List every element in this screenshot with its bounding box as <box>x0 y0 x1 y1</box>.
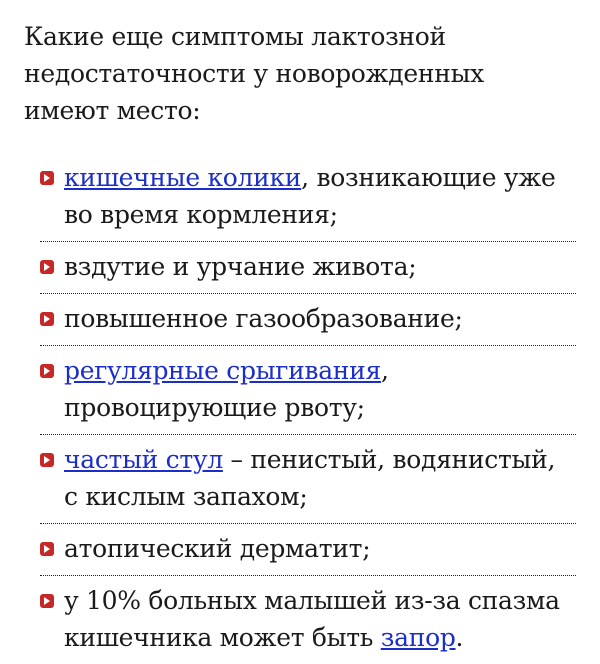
link-regular-regurgitation[interactable]: регулярные срыгивания <box>64 356 382 385</box>
arrow-bullet-icon <box>40 542 54 556</box>
arrow-bullet-icon <box>40 594 54 608</box>
arrow-bullet-icon <box>40 364 54 378</box>
symptoms-list <box>24 159 576 664</box>
list-item-text: , провоцирующие рвоту; <box>64 356 389 422</box>
link-intestinal-colic[interactable]: кишечные колики <box>64 163 302 192</box>
list-item <box>40 576 576 664</box>
intro-paragraph: Какие еще симптомы лактозной недостаточности у новорожденных имеют место: <box>24 22 484 125</box>
arrow-bullet-icon <box>40 171 54 185</box>
list-item-text: – пенистый, водянистый, с кислым запахом; <box>64 445 556 511</box>
list-item <box>40 346 576 435</box>
arrow-bullet-icon <box>40 260 54 274</box>
list-item-text: , возникающие уже во время кормления; <box>64 163 556 229</box>
list-item <box>40 435 576 524</box>
arrow-bullet-icon <box>40 312 54 326</box>
list-item-text: вздутие и урчание живота; <box>64 252 417 281</box>
arrow-bullet-icon <box>40 453 54 467</box>
list-item-text: атопический дерматит; <box>64 534 371 563</box>
list-item-text: у 10% больных малышей из-за спазма кишечника может быть <box>64 586 560 652</box>
list-item-text: повышенное газообразование; <box>64 304 463 333</box>
link-frequent-stool[interactable]: частый стул <box>64 445 223 474</box>
link-constipation[interactable]: запор <box>380 623 456 652</box>
list-item-text-after: . <box>455 623 464 652</box>
list-item <box>40 242 576 294</box>
list-item <box>40 524 576 576</box>
list-item <box>40 159 576 242</box>
list-item <box>40 294 576 346</box>
